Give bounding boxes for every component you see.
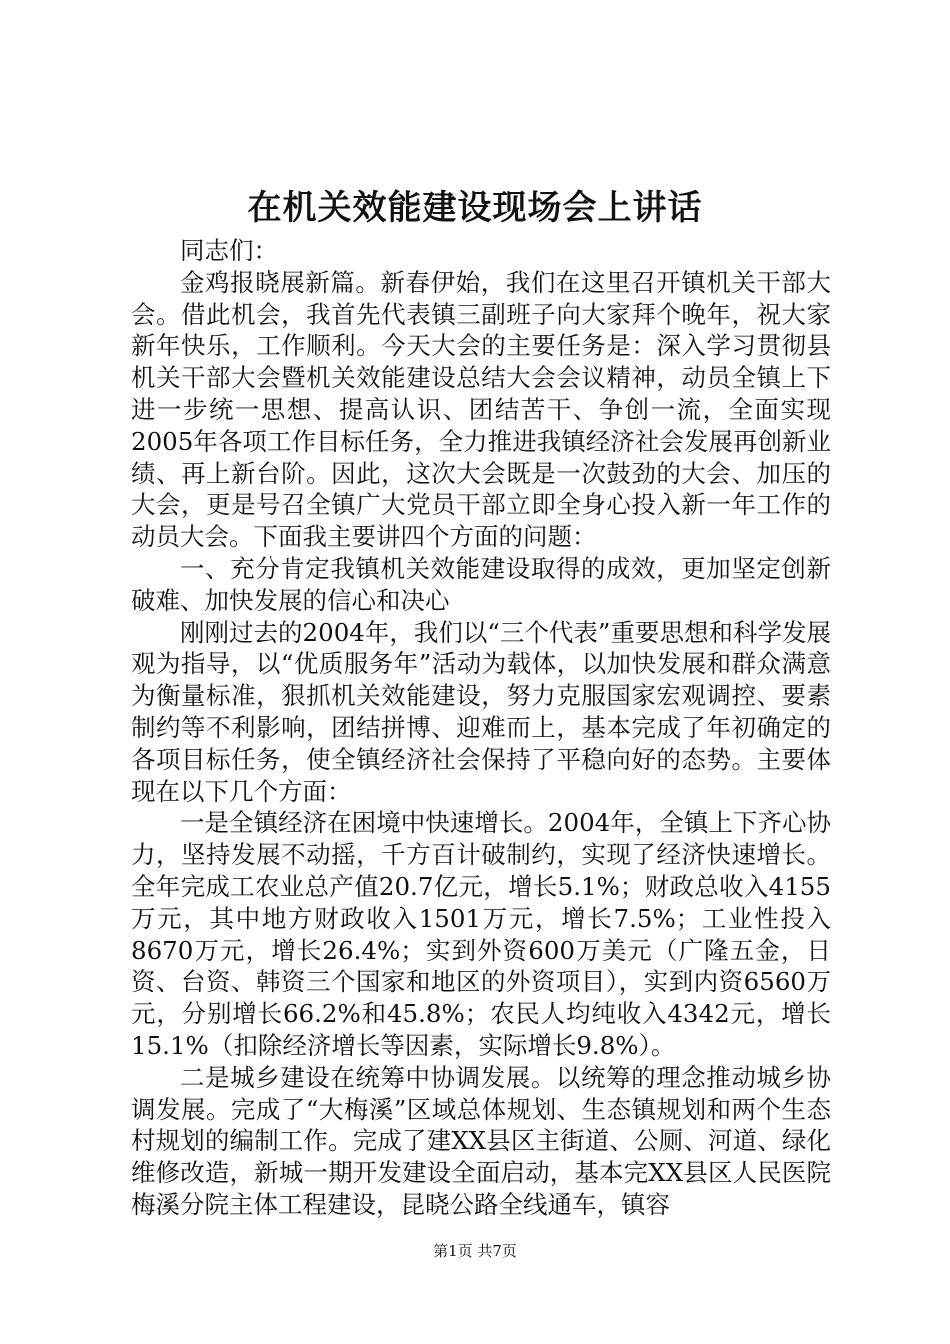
section-heading-1: 一、充分肯定我镇机关效能建设取得的成效，更加坚定创新破难、加快发展的信心和决心: [131, 553, 831, 615]
document-title: 在机关效能建设现场会上讲话: [247, 188, 703, 228]
intro-paragraph: 金鸡报晓展新篇。新春伊始，我们在这里召开镇机关干部大会。借此机会，我首先代表镇三副班子向大家拜个晚年，祝大家新年快乐，工作顺利。今天大会的主要任务是：深入学习贯彻县机关干部大会暨机关效能建设总结大会会议精神，动员全镇上下进一步统一思想、提高认识、团结苦干、争创一流，全面实现2005年各项工作目标任务，全力推进我镇经济社会发展再创新业绩、再上新台阶。因此，这次大会既是一次鼓劲的大会、加压的大会，更是号召全镇广大党员干部立即全身心投入新一年工作的动员大会。下面我主要讲四个方面的问题：: [131, 267, 831, 552]
page-footer: 第1页 共7页: [433, 1242, 517, 1260]
body-paragraph: 刚刚过去的2004年，我们以“三个代表”重要思想和科学发展观为指导，以“优质服务年”活动为载体，以加快发展和群众满意为衡量标准，狠抓机关效能建设，努力克服国家宏观调控、要素制约等不利影响，团结拼博、迎难而上，基本完成了年初确定的各项目标任务，使全镇经济社会保持了平稳向好的态势。主要体现在以下几个方面：: [131, 617, 831, 806]
salutation-paragraph: 同志们：: [180, 236, 278, 265]
body-paragraph: 二是城乡建设在统筹中协调发展。以统筹的理念推动城乡协调发展。完成了“大梅溪”区域总体规划、生态镇规划和两个生态村规划的编制工作。完成了建XX县区主街道、公厕、河道、绿化维修改造，新城一期开发建设全面启动，基本完XX县区人民医院梅溪分院主体工程建设，昆晓公路全线通车，镇容: [131, 1062, 831, 1219]
document-body: [131, 235, 831, 1221]
body-paragraph: 一是全镇经济在困境中快速增长。2004年，全镇上下齐心协力，坚持发展不动摇，千方百计破制约，实现了经济快速增长。全年完成工农业总产值20.7亿元，增长5.1%；财政总收入4155万元，其中地方财政收入1501万元，增长7.5%；工业性投入8670万元，增长26.4%；实到外资600万美元（广隆五金，日资、台资、韩资三个国家和地区的外资项目），实到内资6560万元，分别增长66.2%和45.8%；农民人均纯收入4342元，增长15.1%（扣除经济增长等因素，实际增长9.8%）。: [131, 808, 831, 1060]
